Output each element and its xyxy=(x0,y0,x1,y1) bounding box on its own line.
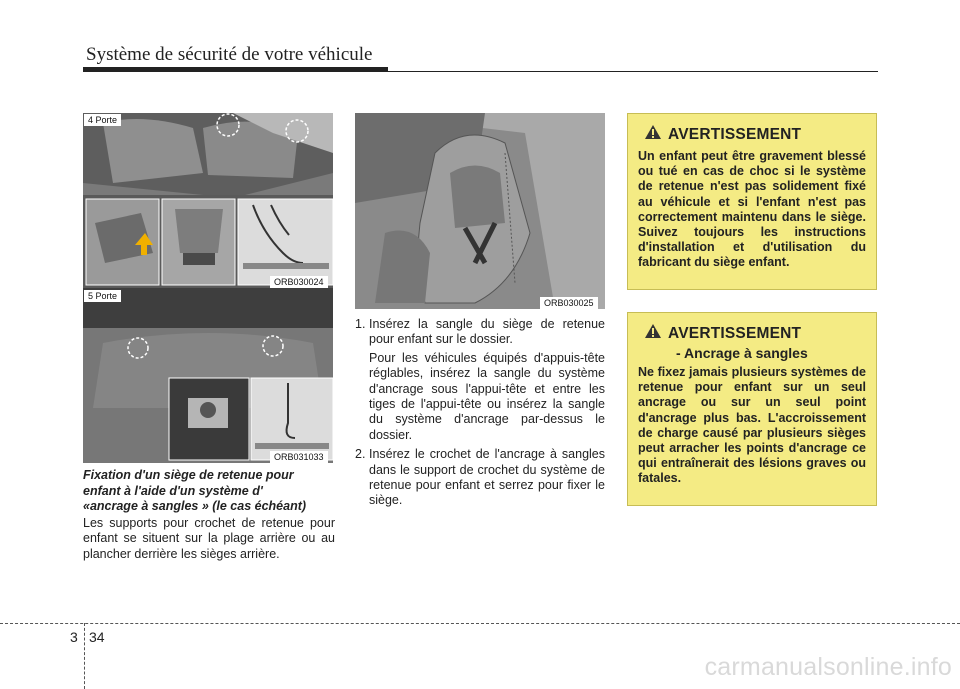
warning-body: Ne fixez jamais plusieurs systèmes de retenue pour enfant sur un seul ancrage ou sur un seul point d'ancrage plus bas. L'accroissement de charge causé par plusieurs sièges peut arracher les points d'ancrage ce qui entraînerait des lésions graves ou fatales. xyxy=(638,365,866,486)
photo-4-door-rear-shelf xyxy=(83,113,333,288)
warning-box-1 xyxy=(627,113,877,290)
photo-tag-5-porte: 5 Porte xyxy=(84,290,121,302)
section-body: Les supports pour crochet de retenue pour enfant se situent sur la plage arrière ou au plancher derrière les sièges arrière. xyxy=(83,516,335,561)
page-header-title: Système de sécurité de votre véhicule xyxy=(86,44,373,65)
caption-line: Fixation d'un siège de retenue pour xyxy=(83,468,294,482)
warning-box-2 xyxy=(627,312,877,506)
caption-line: «ancrage à sangles » (le cas échéant) xyxy=(83,499,307,513)
photo-5-door-cargo-floor xyxy=(83,288,333,463)
warning-triangle-icon xyxy=(644,323,662,344)
steps-list xyxy=(355,317,605,513)
page-number: 34 xyxy=(89,629,105,645)
warning-title: AVERTISSEMENT xyxy=(668,324,802,342)
warning-title: AVERTISSEMENT xyxy=(668,125,802,143)
photo-code-orb031033: ORB031033 xyxy=(270,451,328,463)
step-number: 1. xyxy=(355,317,366,331)
warning-triangle-icon xyxy=(644,124,662,145)
photo-code-orb030024: ORB030024 xyxy=(270,276,328,288)
warning-body: Un enfant peut être gravement blessé ou tué en cas de choc si le système de retenue n'est pas solidement fixé au véhicule et si l'enfant n'est pas correctement maintenu dans le siège. Suivez toujours les instructions d'installation et d'utilisation du fabricant du siège enfant. xyxy=(638,149,866,270)
watermark-text: carmanualsonline.info xyxy=(704,653,952,681)
photo-child-seat xyxy=(355,113,605,309)
step-paragraph: Insérez le crochet de l'ancrage à sangles dans le support de crochet du système de retenue pour enfant et serrez pour fixer le siège. xyxy=(369,447,605,508)
warning-subtitle: - Ancrage à sangles xyxy=(676,345,808,361)
header-rule-thin xyxy=(83,71,878,72)
step-item-1 xyxy=(355,317,605,443)
footer-rule xyxy=(0,623,960,624)
step-paragraph: Pour les véhicules équipés d'appuis-tête réglables, insérez la sangle du système d'ancrage sous l'appui-tête et entre les tiges de l'appui-tête ou insérez la sangle du système d'ancrage par-dessus le dossier. xyxy=(369,350,605,442)
step-paragraph: Insérez la sangle du siège de retenue pour enfant sur le dossier. xyxy=(369,317,605,347)
warning-header xyxy=(644,323,866,344)
step-number: 2. xyxy=(355,447,366,462)
chapter-number: 3 xyxy=(70,629,78,645)
warning-header xyxy=(644,124,866,145)
step-item-2 xyxy=(355,447,605,509)
section-caption xyxy=(83,468,335,515)
footer-divider xyxy=(84,623,85,689)
photo-tag-4-porte: 4 Porte xyxy=(84,114,121,126)
photo-code-orb030025: ORB030025 xyxy=(540,297,598,309)
caption-line: enfant à l'aide d'un système d' xyxy=(83,483,263,498)
